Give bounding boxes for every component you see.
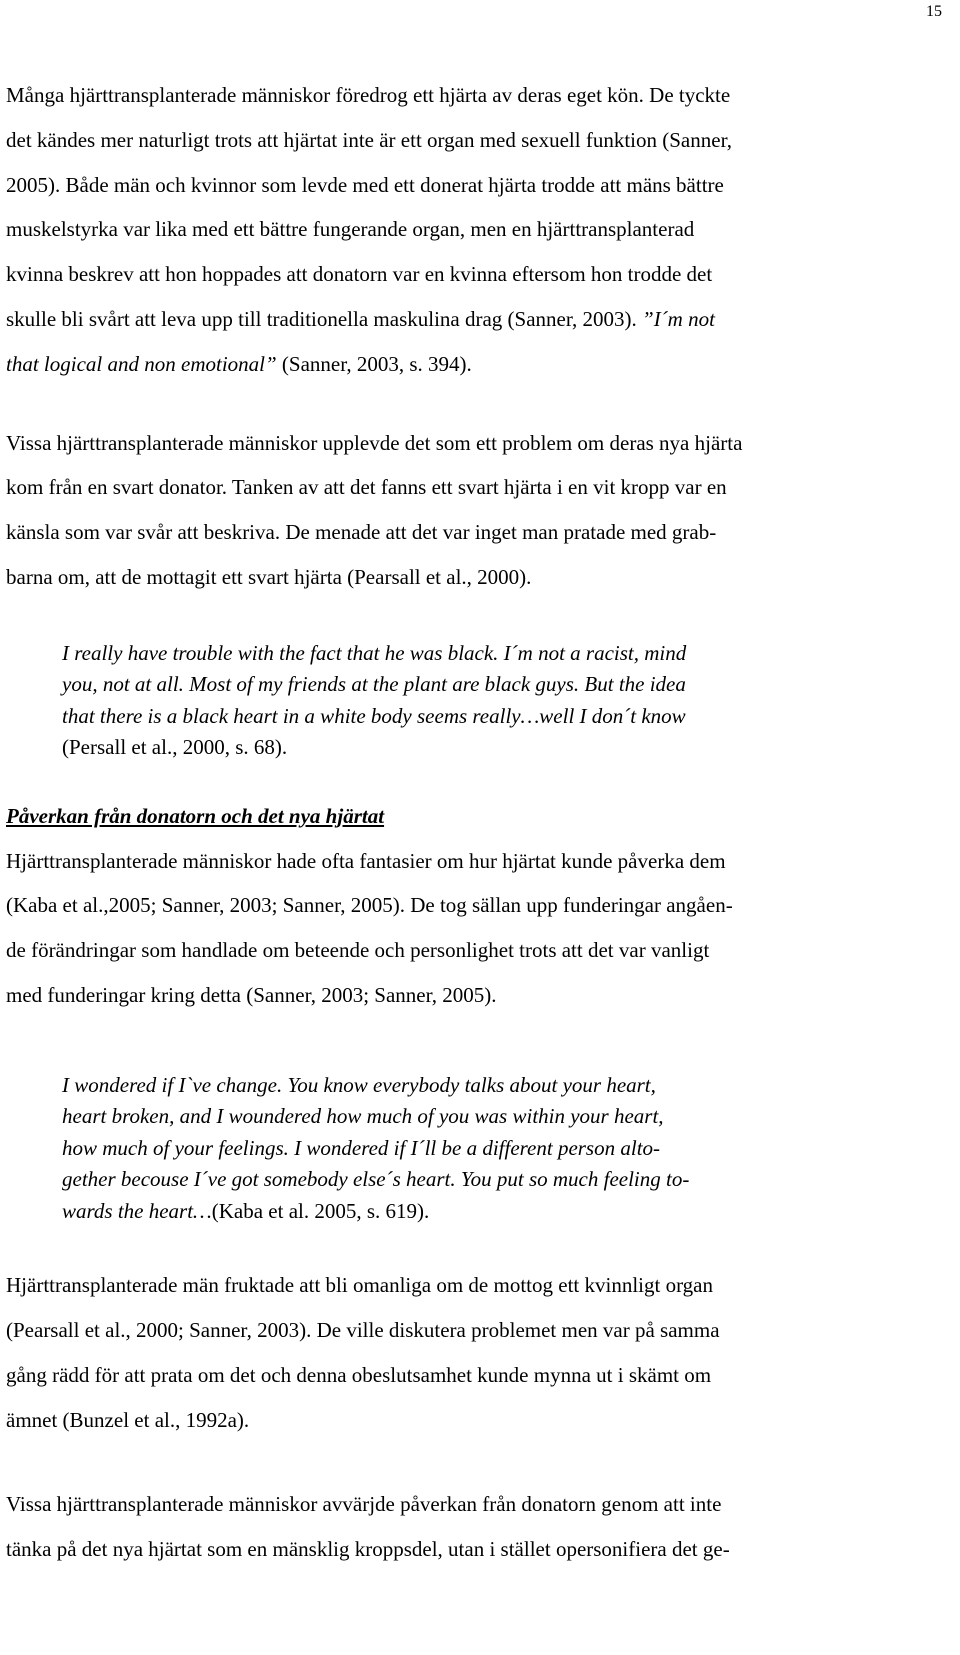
text-line: Hjärttransplanterade män fruktade att bli omanliga om de mottog ett kvinnligt organ — [6, 1273, 714, 1298]
inline-quote: ”I´m not — [642, 306, 715, 331]
quote-line: heart broken, and I woundered how much of you was within your heart, — [62, 1104, 664, 1129]
paragraph-black-donor — [6, 421, 916, 600]
quote-citation: (Kaba et al. 2005, s. 619). — [211, 1198, 430, 1223]
document-body — [6, 73, 916, 1572]
text-line: det kändes mer naturligt trots att hjärtat inte är ett organ med sexuell funktion (Sanner, — [6, 127, 732, 152]
text-line — [6, 342, 916, 387]
paragraph-fantasies — [6, 839, 916, 1018]
text-line: tänka på det nya hjärtat som en mänsklig kroppsdel, utan i stället opersonifiera det ge- — [6, 1537, 730, 1562]
quote-line: I really have trouble with the fact that he was black. I´m not a racist, mind — [62, 640, 687, 665]
quote-line: I wondered if I`ve change. You know everybody talks about your heart, — [62, 1072, 656, 1097]
citation: (Sanner, 2003, s. 394). — [276, 351, 472, 376]
text-line: Många hjärttransplanterade människor föredrog ett hjärta av deras eget kön. De tyckte — [6, 83, 731, 107]
quote-line: how much of your feelings. I wondered if I´ll be a different person alto- — [62, 1135, 661, 1160]
paragraph-gender-preference — [6, 73, 916, 387]
text-line: med funderingar kring detta (Sanner, 2003; Sanner, 2005). — [6, 982, 497, 1007]
text-line: kom från en svart donator. Tanken av att det fanns ett svart hjärta i en vit kropp var en — [6, 475, 727, 500]
section-heading: Påverkan från donatorn och det nya hjärtat — [6, 803, 385, 828]
text-line: Vissa hjärttransplanterade människor avvärjde påverkan från donatorn genom att inte — [6, 1492, 722, 1517]
text-line: Vissa hjärttransplanterade människor upplevde det som ett problem om deras nya hjärta — [6, 430, 743, 455]
text-line: ämnet (Bunzel et al., 1992a). — [6, 1407, 250, 1432]
block-quote-persall — [6, 638, 916, 764]
quote-line: you, not at all. Most of my friends at the plant are black guys. But the idea — [62, 672, 686, 697]
page-number: 15 — [926, 3, 942, 20]
text-line: (Pearsall et al., 2000; Sanner, 2003). De ville diskutera problemet men var på samma — [6, 1318, 720, 1343]
quote-line: that there is a black heart in a white body seems really…well I don´t know — [62, 703, 686, 728]
paragraph-male-recipients — [6, 1263, 916, 1442]
quote-line — [62, 1196, 916, 1228]
quote-line: gether becouse I´ve got somebody else´s heart. You put so much feeling to- — [62, 1167, 690, 1192]
paragraph-depersonalization — [6, 1482, 916, 1572]
text-line: gång rädd för att prata om det och denna obeslutsamhet kunde mynna ut i skämt om — [6, 1362, 712, 1387]
text-line — [6, 297, 916, 342]
quote-citation: (Persall et al., 2000, s. 68). — [62, 735, 288, 760]
text-line: muskelstyrka var lika med ett bättre fungerande organ, men en hjärttransplanterad — [6, 217, 695, 242]
text-segment: skulle bli svårt att leva upp till traditionella maskulina drag (Sanner, 2003). — [6, 306, 643, 331]
text-line: Hjärttransplanterade människor hade ofta fantasier om hur hjärtat kunde påverka dem — [6, 848, 726, 873]
block-quote-kaba — [6, 1070, 916, 1228]
text-line: de förändringar som handlade om beteende och personlighet trots att det var vanligt — [6, 938, 710, 963]
text-line: kvinna beskrev att hon hoppades att donatorn var en kvinna eftersom hon trodde det — [6, 262, 713, 287]
text-line: (Kaba et al.,2005; Sanner, 2003; Sanner, 2005). De tog sällan upp funderingar angåen- — [6, 893, 733, 918]
text-line: barna om, att de mottagit ett svart hjärta (Pearsall et al., 2000). — [6, 564, 532, 589]
text-line: 2005). Både män och kvinnor som levde med ett donerat hjärta trodde att mäns bättre — [6, 172, 724, 197]
inline-quote: that logical and non emotional” — [6, 351, 277, 376]
text-line: känsla som var svår att beskriva. De menade att det var inget man pratade med grab- — [6, 520, 717, 545]
quote-text: wards the heart… — [62, 1198, 212, 1223]
